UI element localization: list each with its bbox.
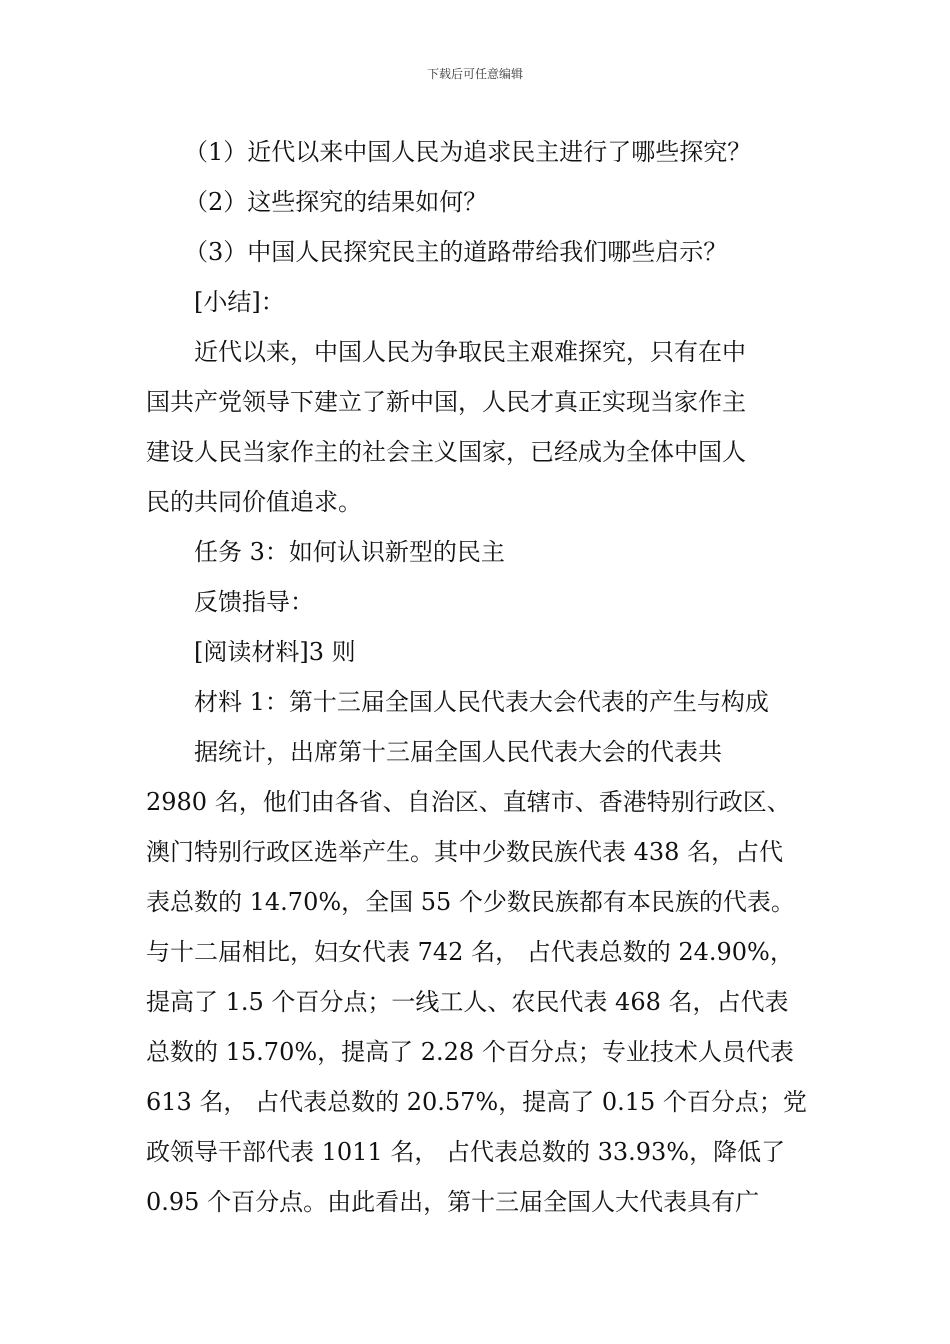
material-1-line-8: 613 名， 占代表总数的 20.57%，提高了 0.15 个百分点；党	[146, 1088, 807, 1116]
material-1-line-9: 政领导干部代表 1011 名， 占代表总数的 33.93%，降低了	[146, 1138, 786, 1166]
question-3: （3）中国人民探究民主的道路带给我们哪些启示？	[184, 238, 728, 266]
summary-line-3: 建设人民当家作主的社会主义国家，已经成为全体中国人	[146, 438, 746, 466]
summary-line-2: 国共产党领导下建立了新中国，人民才真正实现当家作主	[146, 388, 746, 416]
feedback-heading: 反馈指导：	[194, 588, 314, 616]
question-2: （2）这些探究的结果如何？	[184, 188, 488, 216]
reading-material-heading: [阅读材料]3 则	[194, 638, 356, 666]
question-1: （1）近代以来中国人民为追求民主进行了哪些探究？	[184, 138, 752, 166]
material-1-line-3: 澳门特别行政区选举产生。其中少数民族代表 438 名，占代	[146, 838, 784, 866]
summary-heading: [小结]：	[194, 288, 285, 316]
material-1-line-2: 2980 名，他们由各省、自治区、直辖市、香港特别行政区、	[146, 788, 791, 816]
summary-line-4: 民的共同价值追求。	[146, 488, 362, 516]
material-1-line-6: 提高了 1.5 个百分点；一线工人、农民代表 468 名，占代表	[146, 988, 789, 1016]
material-1-line-7: 总数的 15.70%，提高了 2.28 个百分点；专业技术人员代表	[146, 1038, 794, 1066]
task-3-heading: 任务 3：如何认识新型的民主	[194, 538, 505, 566]
material-1-title: 材料 1：第十三届全国人民代表大会代表的产生与构成	[194, 688, 769, 716]
material-1-line-5: 与十二届相比，妇女代表 742 名， 占代表总数的 24.90%，	[146, 938, 794, 966]
material-1-line-10: 0.95 个百分点。由此看出，第十三届全国人大代表具有广	[146, 1188, 760, 1216]
document-body	[146, 127, 818, 1227]
summary-line-1: 近代以来，中国人民为争取民主艰难探究，只有在中	[194, 338, 746, 366]
page-header: 下载后可任意编辑	[426, 67, 523, 81]
material-1-line-4: 表总数的 14.70%，全国 55 个少数民族都有本民族的代表。	[146, 888, 795, 916]
material-1-line-1: 据统计，出席第十三届全国人民代表大会的代表共	[194, 738, 722, 766]
